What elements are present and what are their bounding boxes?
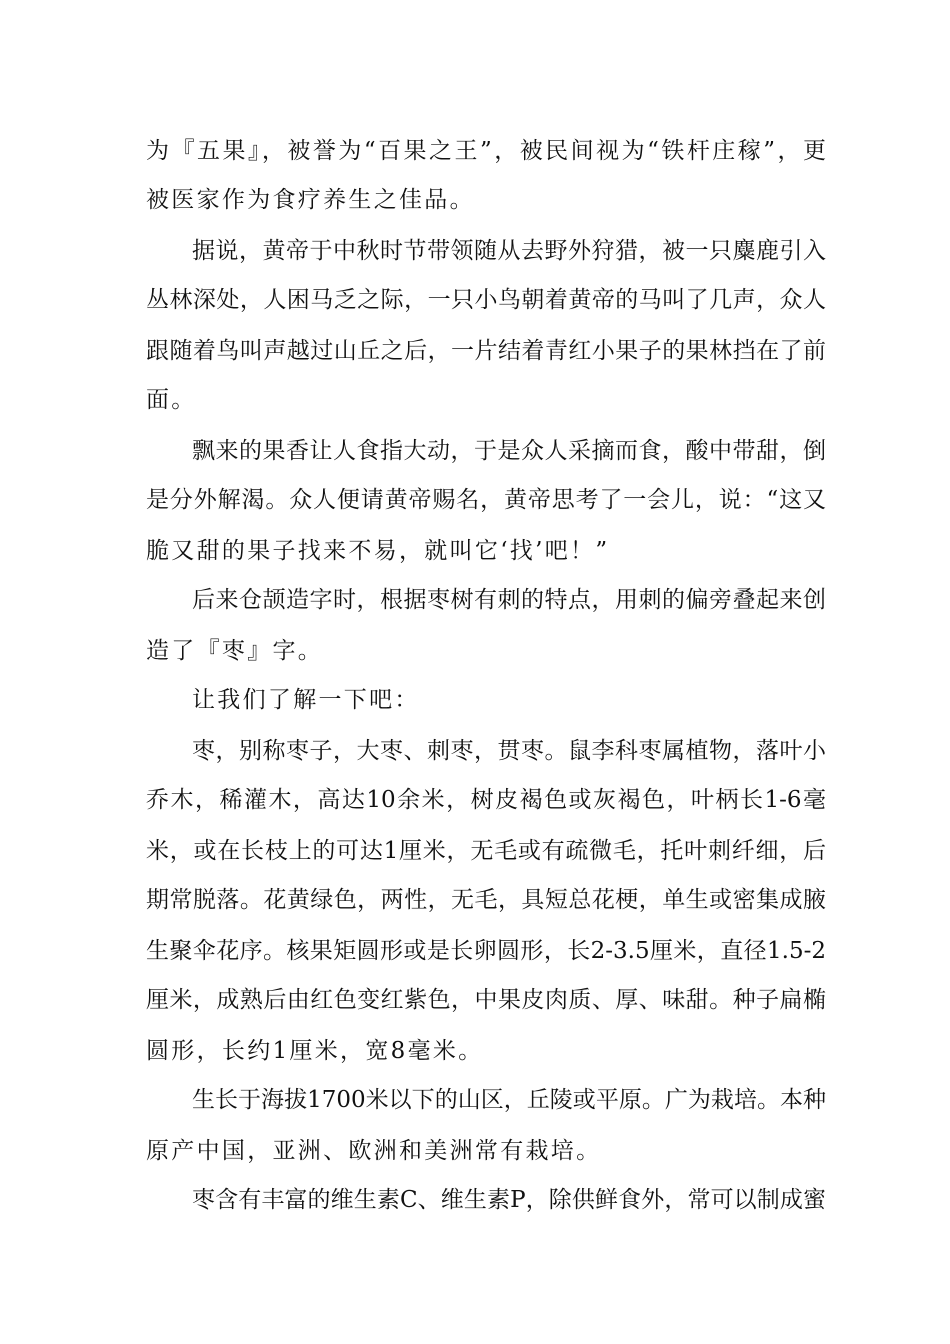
text-line: 是分外解渴。众人便请黄帝赐名，黄帝思考了一会儿，说：“这又 xyxy=(146,487,826,513)
text-line: 跟随着鸟叫声越过山丘之后，一片结着青红小果子的果林挡在了前 xyxy=(146,338,826,364)
text-line: 枣含有丰富的维生素C、维生素P，除供鲜食外，常可以制成蜜 xyxy=(192,1187,826,1213)
text-line: 米，或在长枝上的可达1厘米，无毛或有疏微毛，托叶刺纤细，后 xyxy=(146,838,826,864)
text-line: 乔木，稀灌木，高达10余米，树皮褐色或灰褐色，叶柄长1-6毫 xyxy=(146,787,826,813)
text-line: 生长于海拔1700米以下的山区，丘陵或平原。广为栽培。本种 xyxy=(192,1087,826,1113)
text-line: 生聚伞花序。核果矩圆形或是长卵圆形，长2-3.5厘米，直径1.5-2 xyxy=(146,938,826,964)
text-line: 让我们了解一下吧： xyxy=(192,687,420,713)
text-line: 为『五果』，被誉为“百果之王”，被民间视为“铁杆庄稼”，更 xyxy=(146,138,826,164)
text-line: 被医家作为食疗养生之佳品。 xyxy=(146,187,475,213)
text-line: 据说，黄帝于中秋时节带领随从去野外狩猎，被一只麋鹿引入 xyxy=(192,238,826,264)
text-line: 原产中国，亚洲、欧洲和美洲常有栽培。 xyxy=(146,1138,602,1164)
text-line: 圆形，长约1厘米，宽8毫米。 xyxy=(146,1038,484,1064)
text-line: 期常脱落。花黄绿色，两性，无毛，具短总花梗，单生或密集成腋 xyxy=(146,887,826,913)
text-line: 飘来的果香让人食指大动，于是众人采摘而食，酸中带甜，倒 xyxy=(192,438,826,464)
text-line: 厘米，成熟后由红色变红紫色，中果皮肉质、厚、味甜。种子扁椭 xyxy=(146,987,826,1013)
text-line: 丛林深处，人困马乏之际，一只小鸟朝着黄帝的马叫了几声，众人 xyxy=(146,287,826,313)
text-line: 面。 xyxy=(146,387,197,413)
text-line: 脆又甜的果子找来不易，就叫它‘找’吧！” xyxy=(146,538,610,564)
text-line: 造了『枣』字。 xyxy=(146,638,324,664)
text-line: 后来仓颉造字时，根据枣树有刺的特点，用刺的偏旁叠起来创 xyxy=(192,587,826,613)
text-line: 枣，别称枣子，大枣、刺枣，贯枣。鼠李科枣属植物，落叶小 xyxy=(192,738,826,764)
